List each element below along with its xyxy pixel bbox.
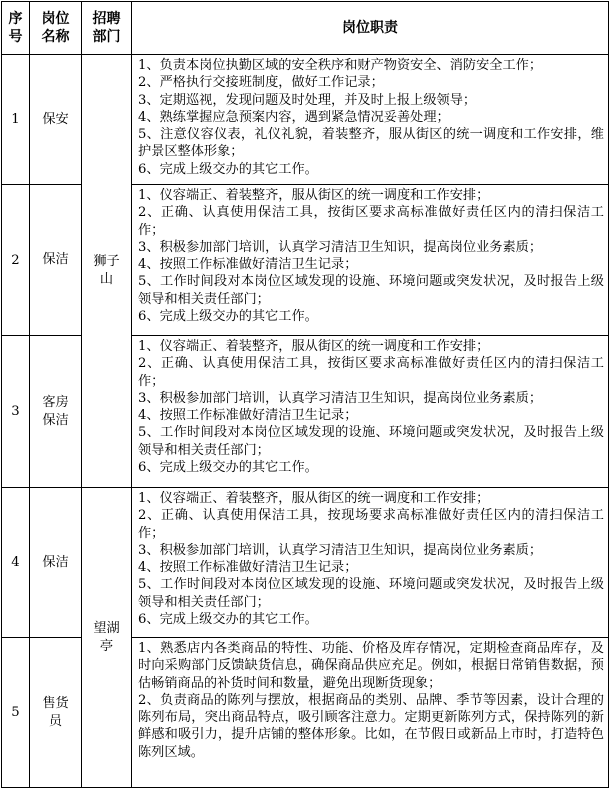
row-seq: 1 xyxy=(2,55,30,185)
row-duties xyxy=(132,638,609,788)
duty-line: 1、负责本岗位执勤区域的安全秩序和财产物资安全、消防安全工作； xyxy=(138,58,543,73)
duty-line: 2、正确、认真使用保洁工具，按街区要求高标准做好责任区内的清扫保洁工作； xyxy=(138,205,604,238)
duty-line: 5、工作时间段对本岗位区域发现的设施、环境问题或突发状况，及时报告上级领导和相关责任部门； xyxy=(138,577,604,610)
duty-line: 2、正确、认真使用保洁工具，按现场要求高标准做好责任区内的清扫保洁工作； xyxy=(138,508,604,541)
header-position: 岗位 名称 xyxy=(30,2,82,55)
duty-line: 6、完成上级交办的其它工作。 xyxy=(138,611,318,627)
duty-line: 6、完成上级交办的其它工作。 xyxy=(138,161,318,177)
header-dept: 招聘 部门 xyxy=(82,2,132,55)
duty-line: 5、工作时间段对本岗位区域发现的设施、环境问题或突发状况，及时报告上级领导和相关责任部门； xyxy=(138,274,604,307)
table-row xyxy=(2,488,609,638)
row-duties xyxy=(132,488,609,638)
duty-line: 2、严格执行交接班制度，做好工作记录； xyxy=(138,75,384,91)
header-seq: 序 号 xyxy=(2,2,30,55)
row-duties xyxy=(132,185,609,336)
row-seq: 3 xyxy=(2,336,30,488)
duty-line: 4、按照工作标准做好清洁卫生记录； xyxy=(138,408,358,423)
duty-line: 3、定期巡视，发现问题及时处理，并及时上报上级领导； xyxy=(138,92,477,108)
recruitment-table xyxy=(1,1,609,788)
duty-line: 3、积极参加部门培训，认真学习清洁卫生知识，提高岗位业务素质； xyxy=(138,542,543,558)
duty-line: 1、仪容端正、着装整齐，服从街区的统一调度和工作安排； xyxy=(138,188,490,203)
row-position: 保洁 xyxy=(30,185,82,336)
row-position: 客房 保洁 xyxy=(30,336,82,488)
duty-line: 1、熟悉店内各类商品的特性、功能、价格及库存情况，定期检查商品库存，及时向采购部门反馈缺货信息，确保商品供应充足。例如，根据日常销售数据，预估畅销商品的补货时间和数量，避免出现断货现象； xyxy=(138,641,604,691)
duty-line: 5、注意仪容仪表，礼仪礼貌，着装整齐，服从街区的统一调度和工作安排，维护景区整体形象； xyxy=(138,127,604,160)
duty-line: 6、完成上级交办的其它工作。 xyxy=(138,459,318,475)
row-seq: 4 xyxy=(2,488,30,638)
duty-line: 5、工作时间段对本岗位区域发现的设施、环境问题或突发状况，及时报告上级领导和相关责任部门； xyxy=(138,425,604,458)
duty-line: 2、负责商品的陈列与摆放，根据商品的类别、品牌、季节等因素，设计合理的陈列布局，突出商品特点，吸引顾客注意力。定期更新陈列方式，保持陈列的新鲜感和吸引力，提升店铺的整体形象。比如，在节假日或新品上市时，打造特色陈列区域。 xyxy=(138,692,604,760)
duty-line: 4、按照工作标准做好清洁卫生记录； xyxy=(138,257,358,272)
duty-line: 4、熟练掌握应急预案内容，遇到紧急情况妥善处理； xyxy=(138,109,450,125)
dept-cell: 望湖 亭 xyxy=(82,488,132,788)
duty-line: 3、积极参加部门培训，认真学习清洁卫生知识，提高岗位业务素质； xyxy=(138,239,543,255)
duty-line: 3、积极参加部门培训，认真学习清洁卫生知识，提高岗位业务素质； xyxy=(138,390,543,406)
table-row xyxy=(2,55,609,185)
dept-cell: 狮子 山 xyxy=(82,55,132,488)
row-duties xyxy=(132,55,609,185)
duty-line: 6、完成上级交办的其它工作。 xyxy=(138,308,318,324)
header-row xyxy=(2,2,609,55)
duty-line: 4、按照工作标准做好清洁卫生记录； xyxy=(138,560,358,575)
duty-line: 1、仪容端正、着装整齐，服从街区的统一调度和工作安排； xyxy=(138,339,490,354)
duty-line: 2、正确、认真使用保洁工具，按街区要求高标准做好责任区内的清扫保洁工作； xyxy=(138,356,604,389)
row-seq: 2 xyxy=(2,185,30,336)
row-seq: 5 xyxy=(2,638,30,788)
row-position: 售货 员 xyxy=(30,638,82,788)
row-duties xyxy=(132,336,609,488)
header-duties: 岗位职责 xyxy=(132,2,609,55)
row-position: 保安 xyxy=(30,55,82,185)
row-position: 保洁 xyxy=(30,488,82,638)
duty-line: 1、仪容端正、着装整齐，服从街区的统一调度和工作安排； xyxy=(138,491,490,506)
